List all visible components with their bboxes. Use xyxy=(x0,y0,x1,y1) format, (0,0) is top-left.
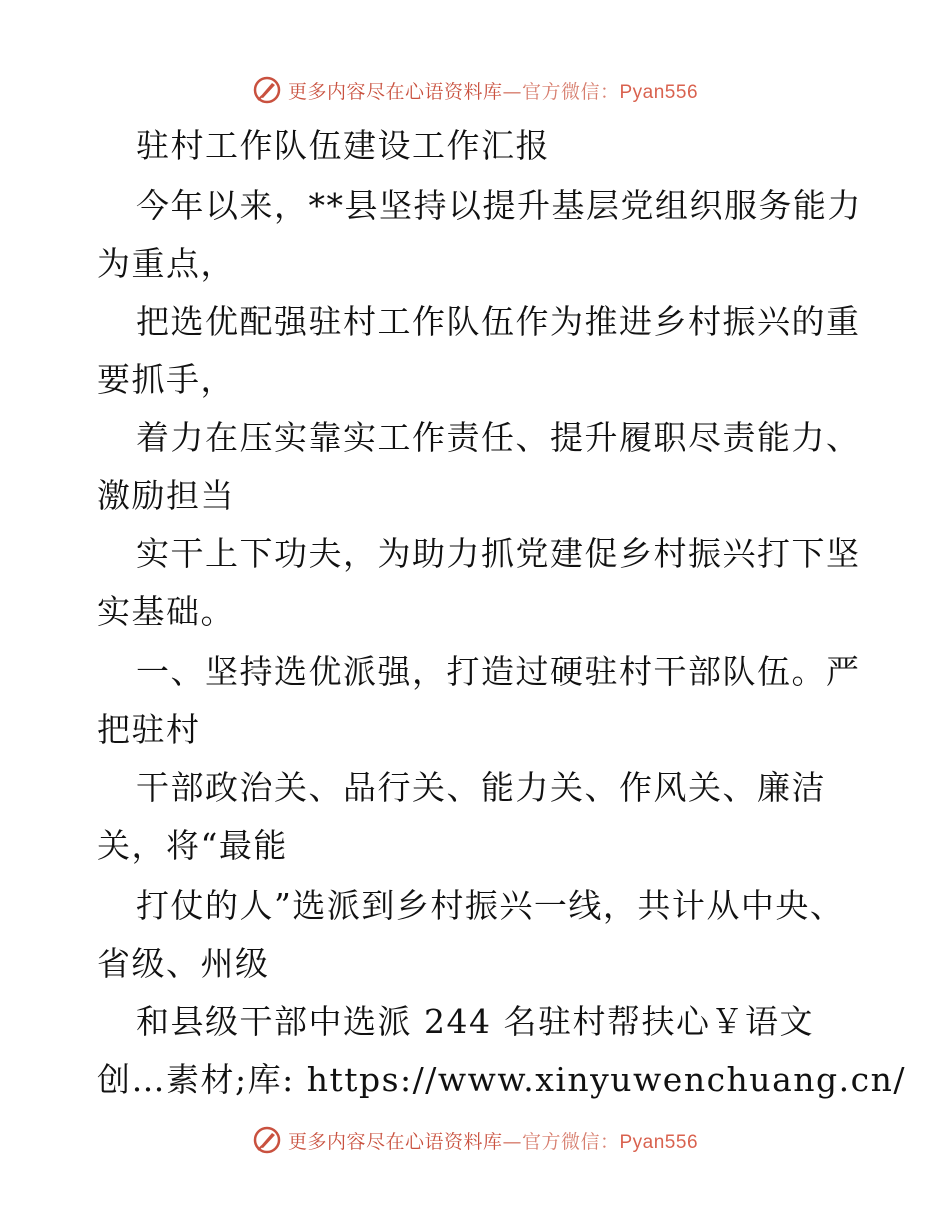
paragraph-line: 打仗的人”选派到乡村振兴一线，共计从中央、 xyxy=(136,886,845,925)
watermark-separator: — xyxy=(502,80,522,103)
paragraph-line: 和县级干部中选派 244 名驻村帮扶心￥语文 xyxy=(136,1002,814,1041)
source-url-line: 创…素材;库: https://www.xinyuwenchuang.cn/ xyxy=(97,1060,906,1099)
watermark-label: 官方微信： xyxy=(521,80,620,103)
watermark-handle: Pyan556 xyxy=(619,1131,699,1153)
section-heading-line: 一、坚持选优派强，打造过硬驻村干部队伍。严 xyxy=(136,652,861,691)
paragraph-line: 关，将“最能 xyxy=(97,826,288,865)
paragraph-line: 实干上下功夫，为助力抓党建促乡村振兴打下坚 xyxy=(136,534,861,573)
watermark-handle: Pyan556 xyxy=(619,81,699,103)
paragraph-line: 激励担当 xyxy=(97,476,235,515)
paragraph-line: 着力在压实靠实工作责任、提升履职尽责能力、 xyxy=(136,418,861,457)
paragraph-line: 为重点， xyxy=(97,244,235,283)
watermark-text xyxy=(288,1127,698,1154)
watermark-label: 官方微信： xyxy=(521,1130,620,1153)
paragraph-line: 今年以来，**县坚持以提升基层党组织服务能力 xyxy=(136,186,862,225)
watermark-site-text: 更多内容尽在心语资料库 xyxy=(287,1130,503,1153)
paragraph-line: 干部政治关、品行关、能力关、作风关、廉洁 xyxy=(136,768,826,807)
paragraph-line: 省级、州级 xyxy=(97,944,270,983)
watermark-site-text: 更多内容尽在心语资料库 xyxy=(287,80,503,103)
paragraph-line: 实基础。 xyxy=(97,592,235,631)
paragraph-line: 要抓手， xyxy=(97,360,235,399)
paragraph-line: 把选优配强驻村工作队伍作为推进乡村振兴的重 xyxy=(136,302,861,341)
document-title: 驻村工作队伍建设工作汇报 xyxy=(136,126,550,165)
paragraph-line: 把驻村 xyxy=(97,710,201,749)
watermark-separator: — xyxy=(502,1130,522,1153)
bottom-watermark-banner xyxy=(0,1120,950,1160)
feather-pen-circle-icon xyxy=(252,1125,282,1155)
